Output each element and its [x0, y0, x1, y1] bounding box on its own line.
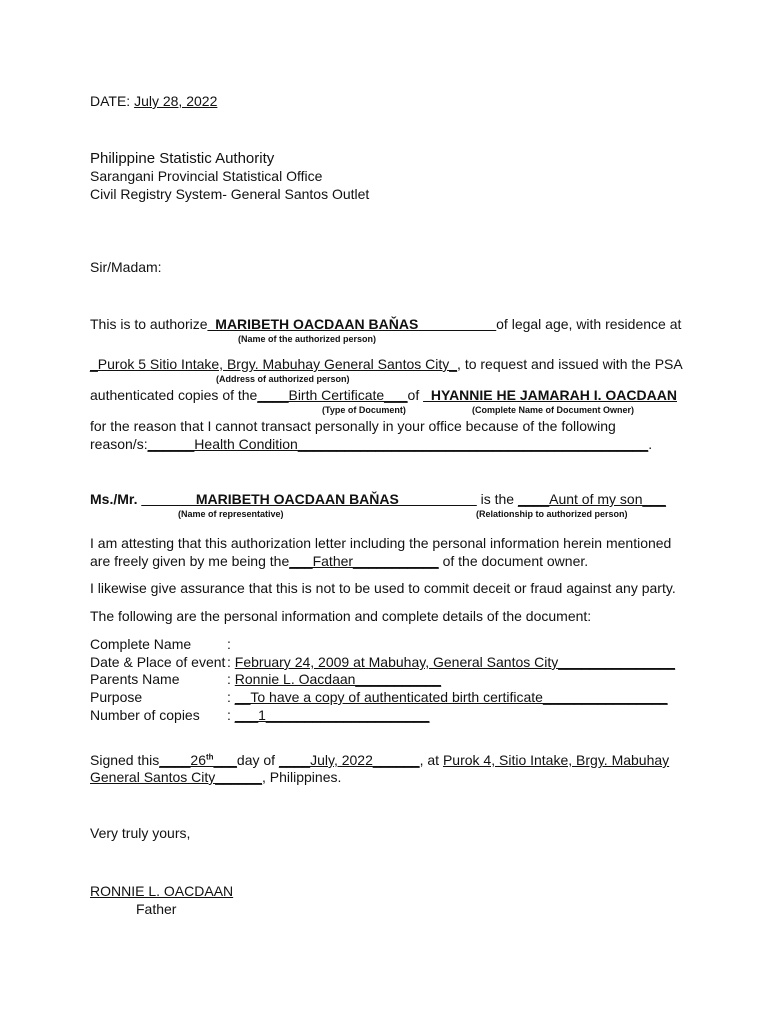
authorized-person-address: _Purok 5 Sitio Intake, Brgy. Mabuhay General Santos City_ [90, 356, 458, 372]
detail-row [90, 707, 429, 723]
authorize-suffix: of legal age, with residence at [496, 316, 682, 332]
recipient-line-2: Sarangani Provincial Statistical Office [90, 168, 323, 184]
document-owner: _HYANNIE HE JAMARAH I. OACDAAN [423, 387, 677, 403]
signed-prefix: Signed this [90, 752, 160, 768]
attest-line-2-prefix: are freely given by me being the [90, 553, 290, 569]
closing: Very truly yours, [90, 825, 191, 841]
representative-prefix: Ms./Mr. [90, 491, 138, 507]
signed-at: , at [419, 752, 443, 768]
attest-relation: ___Father___________ [289, 553, 439, 569]
details-intro: The following are the personal information and complete details of the document: [90, 608, 592, 624]
detail-row [90, 689, 668, 705]
detail-row [90, 636, 231, 652]
recipient-line-3: Civil Registry System- General Santos Outlet [90, 186, 370, 202]
date-line [90, 93, 217, 109]
detail-label: Parents Name [90, 671, 180, 687]
signed-line-1 [90, 752, 669, 768]
attest-line-2-suffix: of the document owner. [438, 553, 589, 569]
signed-day-suffix: th [206, 752, 214, 762]
signatory-name: RONNIE L. OACDAAN [90, 883, 234, 899]
representative-line [90, 491, 666, 507]
detail-label: Purpose [90, 689, 143, 705]
document-owner-caption: (Complete Name of Document Owner) [472, 405, 635, 415]
detail-sep: : [227, 636, 231, 652]
copies-line [90, 387, 677, 403]
signed-day-number: ____26 [159, 752, 206, 768]
date-value: July 28, 2022 [134, 93, 218, 109]
assurance-line: I likewise give assurance that this is not to be used to commit deceit or fraud against any party. [90, 580, 676, 596]
signed-day-of: day of [236, 752, 279, 768]
address-suffix: , to request and issued with the PSA [457, 356, 683, 372]
address-caption: (Address of authorized person) [216, 374, 350, 384]
signed-place-2: General Santos City______ [90, 769, 262, 785]
address-line [90, 356, 683, 372]
detail-sep: : [227, 671, 235, 687]
is-the-word: is the [476, 491, 518, 507]
of-word: of [407, 387, 424, 403]
detail-value: ___1_____________________ [234, 707, 430, 723]
copies-prefix: authenticated copies of the [90, 387, 258, 403]
reason-end: . [648, 436, 653, 452]
detail-value: February 24, 2009 at Mabuhay, General Santos City_______________ [234, 654, 676, 670]
date-label: DATE: [90, 93, 135, 109]
detail-row [90, 671, 441, 687]
reason-value: ______Health Condition_____________________________________________ [147, 436, 649, 452]
attest-line-1: I am attesting that this authorization letter including the personal information herein mentioned [90, 535, 672, 551]
reason-line-1: for the reason that I cannot transact personally in your office because of the following [90, 418, 616, 434]
authorized-person-caption: (Name of the authorized person) [238, 334, 377, 344]
attest-line-2 [90, 553, 588, 569]
signed-month: ____July, 2022______ [278, 752, 420, 768]
signed-country: , Philippines. [262, 769, 342, 785]
authorize-prefix: This is to authorize [90, 316, 208, 332]
signed-day [159, 752, 237, 768]
relationship-caption: (Relationship to authorized person) [476, 509, 628, 519]
signatory-title: Father [136, 901, 177, 917]
reason-line-2 [90, 436, 652, 452]
detail-value: Ronnie L. Oacdaan___________ [234, 671, 442, 687]
detail-label: Complete Name [90, 636, 192, 652]
detail-sep: : [227, 707, 235, 723]
representative-caption: (Name of representative) [178, 509, 284, 519]
recipient-line-1: Philippine Statistic Authority [90, 150, 275, 167]
detail-row [90, 654, 675, 670]
detail-sep: : [227, 654, 235, 670]
detail-label: Date & Place of event [90, 654, 226, 670]
signed-place-1: Purok 4, Sitio Intake, Brgy. Mabuhay [442, 752, 670, 768]
authorize-line [90, 316, 681, 332]
signed-day-tail: ___ [213, 752, 237, 768]
detail-sep: : [227, 689, 235, 705]
representative-name: _______MARIBETH OACDAAN BAŇAS__________ [141, 491, 477, 507]
authorized-person-name: _MARIBETH OACDAAN BAŇAS__________ [207, 316, 497, 332]
detail-label: Number of copies [90, 707, 200, 723]
detail-value: __To have a copy of authenticated birth certificate________________ [234, 689, 668, 705]
reason-prefix: reason/s: [90, 436, 148, 452]
document-type-caption: (Type of Document) [322, 405, 406, 415]
salutation: Sir/Madam: [90, 259, 162, 275]
signed-line-2 [90, 769, 341, 785]
document-type: ____Birth Certificate___ [257, 387, 408, 403]
relationship-value: ____Aunt of my son___ [517, 491, 666, 507]
